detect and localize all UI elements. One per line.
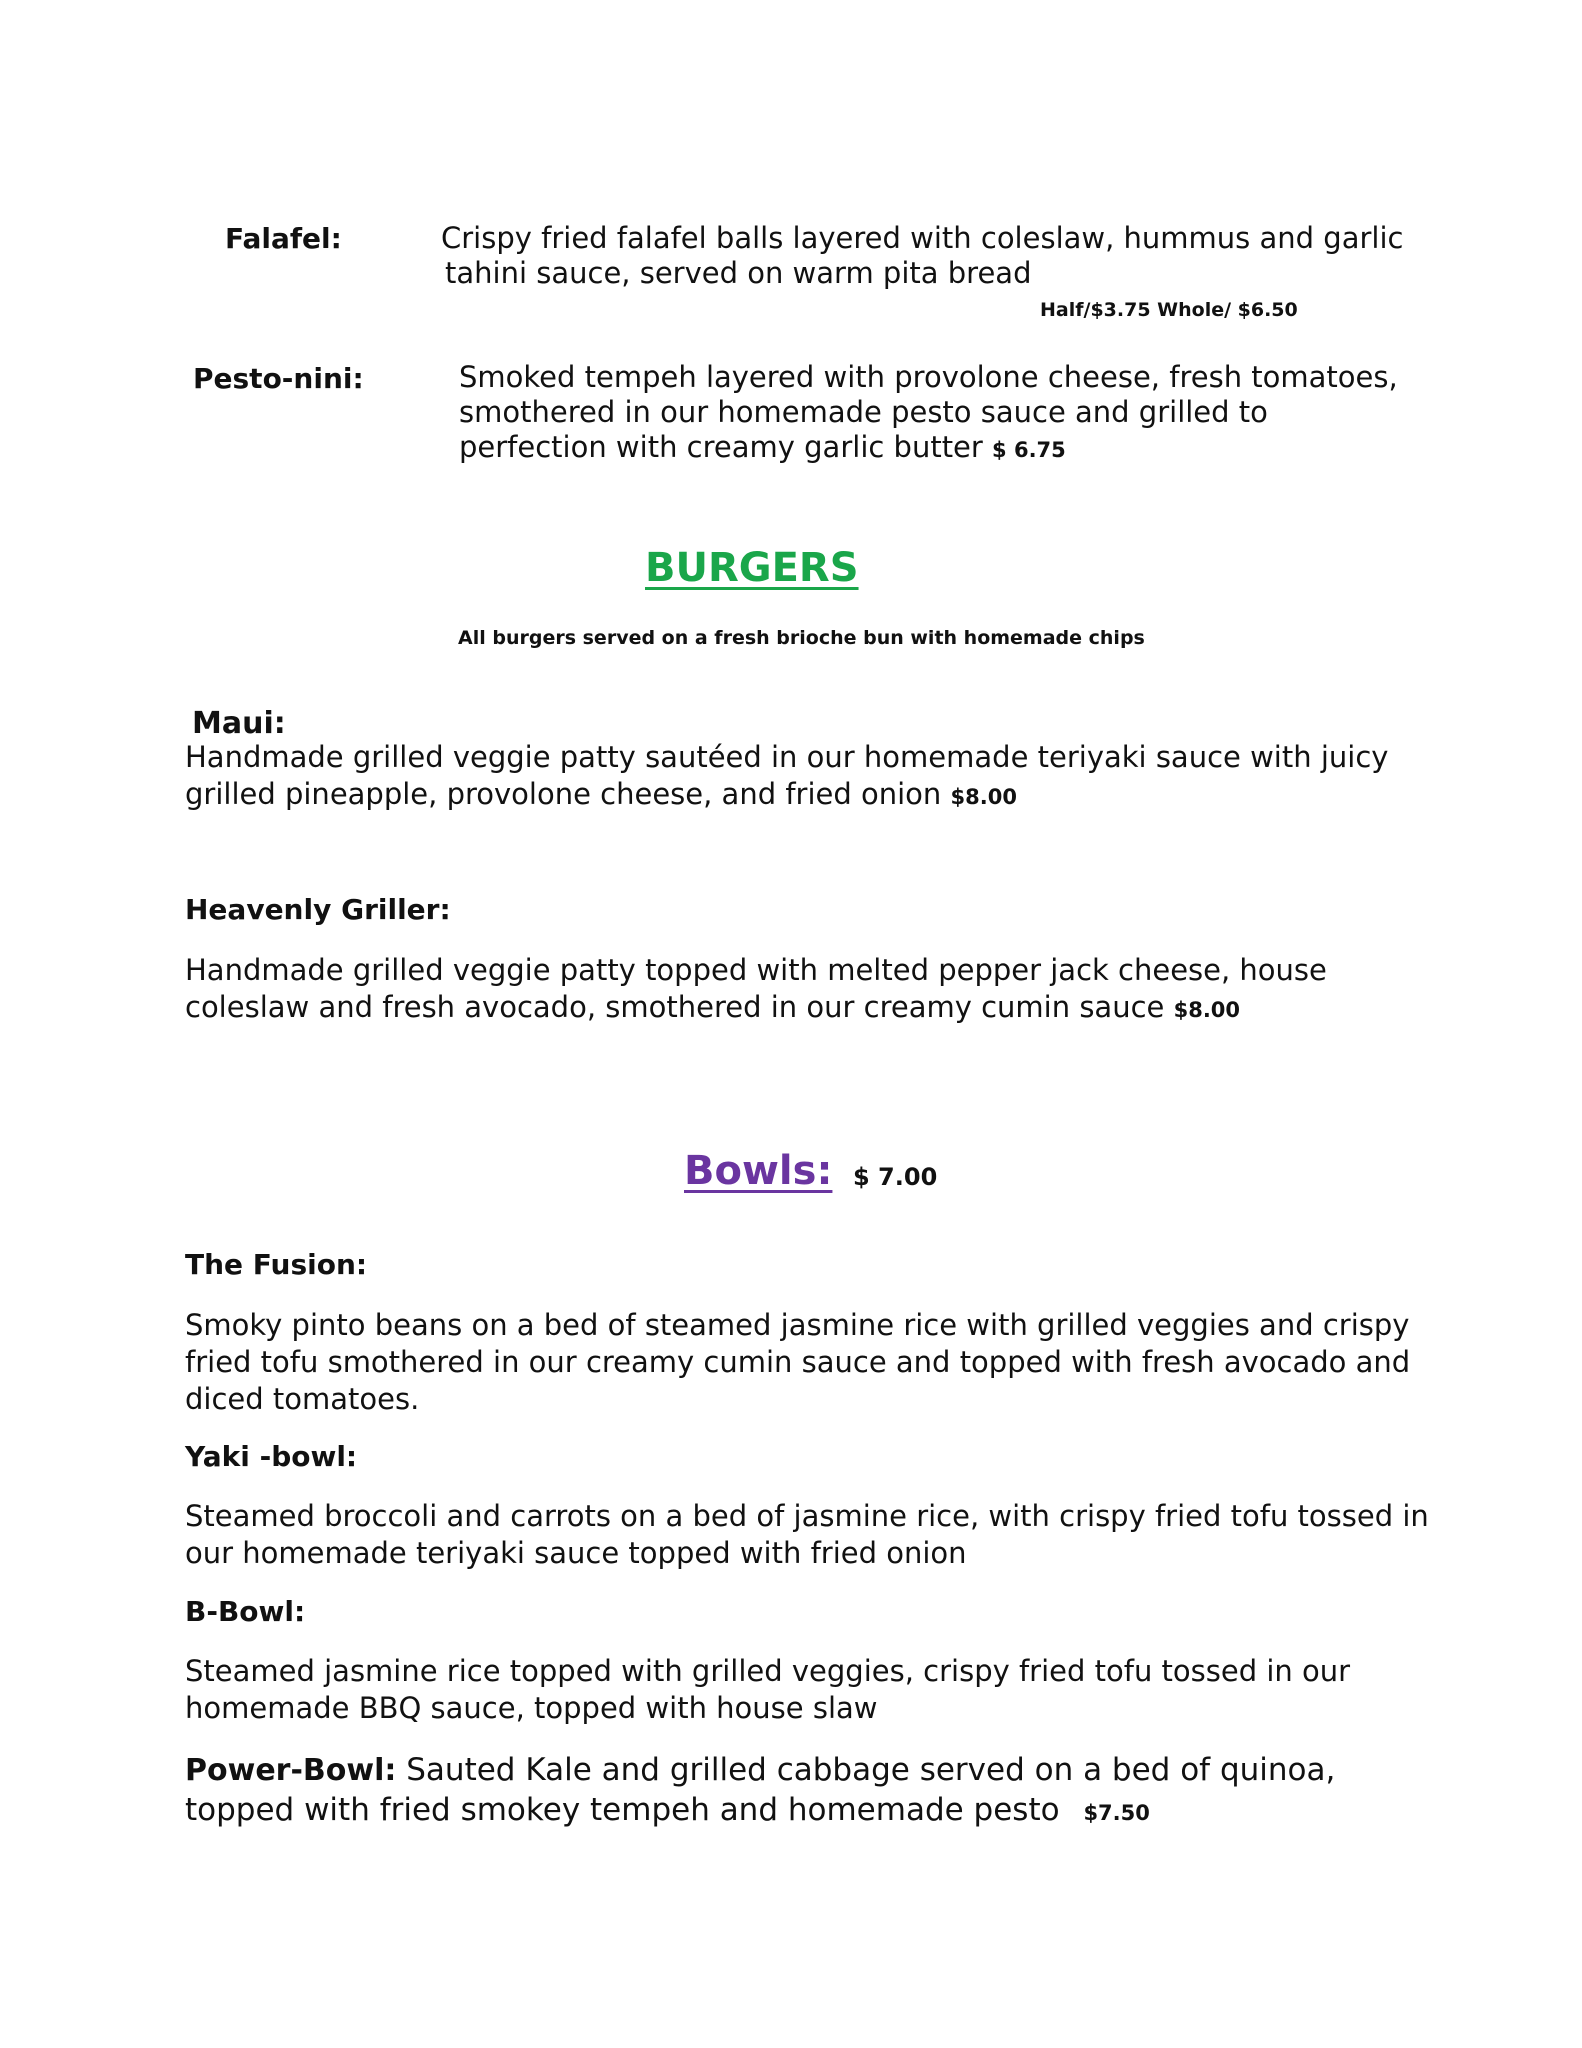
maui-desc-line-1: Handmade grilled veggie patty sautéed in our homemade teriyaki sauce with juicy [185,740,1389,774]
pesto-nini-price: $ 6.75 [992,438,1066,462]
power-bowl-desc-line-2: topped with fried smokey tempeh and homemade pesto [185,1792,1060,1828]
b-bowl-desc-line-1: Steamed jasmine rice topped with grilled veggies, crispy fried tofu tossed in our [185,1654,1351,1688]
yaki-bowl-name: Yaki -bowl: [185,1440,358,1473]
heavenly-griller-name: Heavenly Griller: [185,893,451,926]
heavenly-griller-desc-text: coleslaw and fresh avocado, smothered in our creamy cumin sauce [185,990,1165,1024]
maui-desc-line-2 [185,776,1017,815]
power-bowl-line-1 [185,1750,1335,1791]
b-bowl-desc-line-2: homemade BBQ sauce, topped with house slaw [185,1691,878,1725]
power-bowl-price: $7.50 [1083,1801,1150,1825]
yaki-bowl-desc-line-2: our homemade teriyaki sauce topped with fried onion [185,1536,967,1570]
maui-desc-text: grilled pineapple, provolone cheese, and fried onion [185,777,942,811]
power-bowl-name: Power-Bowl: [185,1753,397,1788]
fusion-desc-line-3: diced tomatoes. [185,1382,420,1416]
bowls-price: $ 7.00 [853,1163,938,1191]
fusion-desc-line-2: fried tofu smothered in our creamy cumin sauce and topped with fresh avocado and [185,1345,1411,1379]
burgers-heading: BURGERS [645,545,859,591]
heavenly-griller-price: $8.00 [1173,998,1241,1022]
heavenly-griller-desc-line-1: Handmade grilled veggie patty topped with melted pepper jack cheese, house [185,953,1327,987]
fusion-name: The Fusion: [185,1248,368,1281]
yaki-bowl-desc-line-1: Steamed broccoli and carrots on a bed of jasmine rice, with crispy fried tofu tossed in [185,1499,1429,1533]
maui-price: $8.00 [950,785,1017,809]
pesto-nini-name: Pesto-nini: [193,362,364,395]
burgers-note: All burgers served on a fresh brioche bun with homemade chips [458,627,1145,649]
falafel-desc-line-1: Crispy fried falafel balls layered with coleslaw, hummus and garlic [441,221,1404,255]
power-bowl-line-2 [185,1790,1150,1833]
b-bowl-name: B-Bowl: [185,1595,306,1628]
pesto-nini-desc-text: perfection with creamy garlic butter [459,430,983,464]
falafel-price: Half/$3.75 Whole/ $6.50 [1040,299,1298,321]
power-bowl-desc-line-1: Sauted Kale and grilled cabbage served on a bed of quinoa, [406,1752,1336,1788]
falafel-desc-line-2: tahini sauce, served on warm pita bread [445,256,1032,290]
falafel-name: Falafel: [225,222,342,255]
bowls-heading: Bowls: [684,1148,833,1194]
fusion-desc-line-1: Smoky pinto beans on a bed of steamed jasmine rice with grilled veggies and crispy [185,1308,1410,1342]
pesto-nini-desc-line-3 [459,429,1066,468]
pesto-nini-desc-line-1: Smoked tempeh layered with provolone cheese, fresh tomatoes, [459,360,1398,394]
maui-name: Maui: [192,706,286,741]
heavenly-griller-desc-line-2 [185,989,1240,1028]
pesto-nini-desc-line-2: smothered in our homemade pesto sauce and grilled to [459,395,1268,429]
